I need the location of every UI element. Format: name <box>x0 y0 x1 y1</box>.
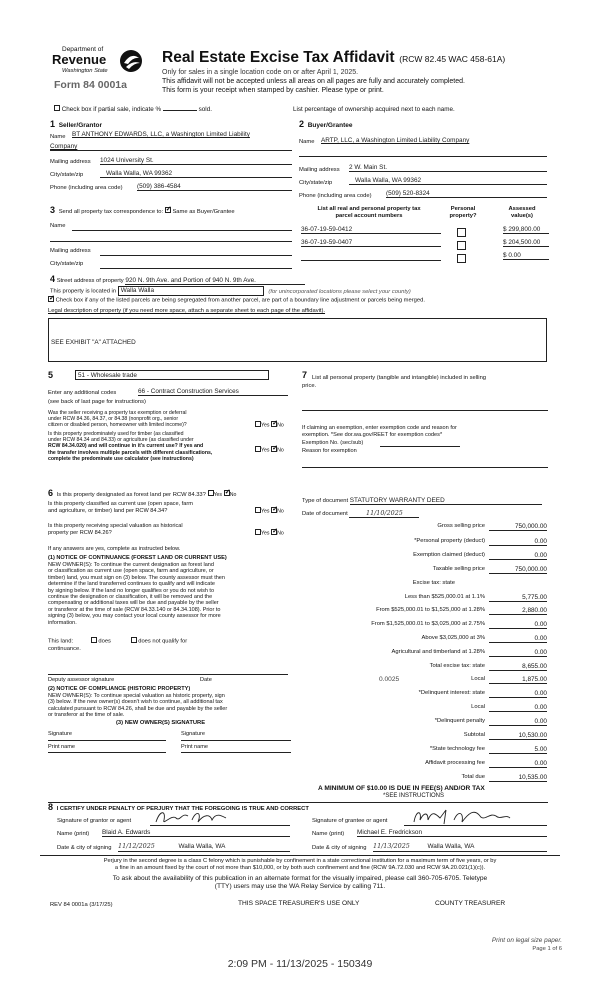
grantee-name-field[interactable]: Michael E. Fredrickson <box>357 829 547 837</box>
minimum-due-note: A MINIMUM OF $10.00 IS DUE IN FEE(S) AND/OR TAX <box>318 785 485 792</box>
grantee-signature-label: Signature of grantee or agent <box>312 818 388 824</box>
parcels-header-line1: List all real and personal property tax <box>317 206 421 212</box>
print-timestamp: 2:09 PM - 11/13/2025 - 150349 <box>227 958 373 970</box>
no-label: No <box>277 530 284 537</box>
forest-num: 6 <box>48 488 54 498</box>
correspondence-mailing-line[interactable] <box>100 255 292 256</box>
tax-label: *Personal property (deduct) <box>414 538 485 544</box>
tax-value[interactable]: 0.00 <box>489 635 547 643</box>
exemption-label <box>302 425 457 439</box>
does-not-checkbox[interactable] <box>131 637 137 643</box>
tax-value[interactable]: 2,880.00 <box>489 607 547 615</box>
forest-q3-no-checkbox[interactable] <box>271 529 277 535</box>
does-checkbox[interactable] <box>91 637 97 643</box>
owner-signature-label-2: Signature <box>181 731 205 737</box>
exemption-reason-label: Reason for exemption <box>302 448 357 454</box>
notice1-line: determine if the land transferred continues to qualify and will indicate <box>48 581 215 588</box>
grantee-signature-image <box>410 806 530 828</box>
use-section <box>48 370 298 462</box>
parcels-header <box>299 206 439 220</box>
notice2-title: (2) NOTICE OF COMPLIANCE (HISTORIC PROPERTY) <box>48 686 191 692</box>
owner-print-label-2: Print name <box>181 744 209 750</box>
seller-mailing-label: Mailing address <box>50 159 91 165</box>
continuance-label: continuance. <box>48 646 81 652</box>
street-label: Street address of property <box>56 278 124 284</box>
tax-value[interactable]: 0.00 <box>489 718 547 726</box>
page-title <box>162 49 505 67</box>
forest-q3-line: property per RCW 84.26? <box>48 529 112 536</box>
dor-dept-line3: Washington State <box>62 68 108 74</box>
grantor-sign-date: 11/12/2025 <box>118 842 155 850</box>
street-field[interactable]: 920 N. 9th Ave. and Portion of 940 N. 9th Ave. <box>125 277 305 285</box>
buyer-mailing-label: Mailing address <box>299 167 340 173</box>
notice1-line: information. <box>48 619 77 626</box>
certify-title: I CERTIFY UNDER PENALTY OF PERJURY THAT THE FOREGOING IS TRUE AND CORRECT <box>56 806 309 812</box>
seller-title: Seller/Grantor <box>58 122 103 129</box>
personal-property-checkbox[interactable] <box>457 241 466 250</box>
personal-line[interactable] <box>302 410 548 411</box>
legal-description-text: SEE EXHIBIT "A" ATTACHED <box>51 339 136 346</box>
forest-q2-line: Is this property classified as current use (open space, farm <box>48 501 193 507</box>
local-rate: 0.0025 <box>379 676 400 683</box>
segregated-row <box>48 297 425 304</box>
forest-q1: Is this property designated as forest land per RCW 84.33? <box>56 492 206 498</box>
this-land-label: This land: <box>48 638 74 645</box>
tax-value[interactable]: 0.00 <box>489 704 547 712</box>
located-row <box>50 286 411 296</box>
located-label: This property is located in <box>50 288 117 295</box>
personal-num: 7 <box>302 370 308 380</box>
additional-codes-label: Enter any additional codes <box>48 390 117 396</box>
buyer-num: 2 <box>299 119 305 129</box>
correspondence-num: 3 <box>50 205 56 215</box>
use-q2-answers <box>255 447 284 454</box>
yes-label: Yes <box>213 492 223 498</box>
seller-mailing-field[interactable]: 1024 University St. <box>100 157 292 165</box>
tax-row <box>303 732 547 742</box>
notice1-line: continue the designation or classification, it will be removed and the <box>48 594 213 601</box>
tax-value[interactable]: 10,535.00 <box>489 774 547 782</box>
tax-value[interactable]: 0.00 <box>489 538 547 546</box>
parcel-row <box>299 239 549 250</box>
tax-label: Less than $525,000.01 at 1.1% <box>404 594 485 600</box>
seller-name-line2[interactable]: Company <box>50 143 292 151</box>
certify-num: 8 <box>48 802 54 812</box>
owner-print-line-2[interactable] <box>181 752 291 753</box>
seller-num: 1 <box>50 119 56 129</box>
tax-row <box>303 538 547 548</box>
tax-row <box>303 663 547 673</box>
partial-sold-label: sold. <box>198 106 212 113</box>
tax-value[interactable]: 5,775.00 <box>489 594 547 602</box>
deputy-date-label: Date <box>200 677 212 683</box>
personal-label <box>302 375 487 390</box>
buyer-name-field[interactable]: ARTP, LLC, a Washington Limited Liability Company <box>321 137 470 144</box>
ownership-note: List percentage of ownership acquired next to each name. <box>293 106 455 113</box>
doc-date-field[interactable]: 11/10/2025 <box>349 509 419 518</box>
notice2-line: calculated pursuant to RCW 84.26, shall be due and payable by the seller <box>48 705 228 712</box>
tax-row <box>303 552 547 562</box>
seller-name-label: Name <box>50 134 66 140</box>
correspondence-label: Send all property tax correspondence to: <box>58 209 164 215</box>
tax-value[interactable]: 0.00 <box>489 649 547 657</box>
notice1-line: signing (3) below, you may contact your local county assessor for more <box>48 613 221 620</box>
partial-percent-field[interactable] <box>163 110 197 111</box>
partial-sale-label: Check box if partial sale, indicate % <box>61 106 162 113</box>
use-q2-line: Is this property predominately used for timber (as classified <box>48 431 184 437</box>
tax-row <box>303 746 547 756</box>
header-sub1: Only for sales in a single location code on or after April 1, 2025. <box>162 69 359 76</box>
assessed-header-line1: Assessed <box>508 206 536 212</box>
no-label: No <box>277 508 284 515</box>
doc-type-label: Type of document <box>302 498 349 504</box>
header-sub3-text: This form is your receipt when stamped by cashier. Please type or print. <box>162 87 384 94</box>
tax-value[interactable]: 0.00 <box>489 690 547 698</box>
tax-label: Exemption claimed (deduct) <box>413 552 485 558</box>
buyer-phone-field[interactable]: (509) 520-8324 <box>386 190 547 198</box>
tax-label: *Delinquent penalty <box>434 718 485 724</box>
notice1-line: timber) land, you must sign on (3) below. The county assessor must then <box>48 574 225 581</box>
same-as-buyer-checkbox[interactable] <box>165 207 171 213</box>
forest-q1-row <box>48 488 236 498</box>
personal-section <box>302 370 548 470</box>
use-q2-yes-checkbox[interactable] <box>255 446 261 452</box>
tax-row <box>303 690 547 700</box>
local-tax-row <box>303 676 547 686</box>
this-land-row <box>48 638 187 645</box>
correspondence-city-label: City/state/zip <box>50 261 84 267</box>
buyer-name-line2 <box>299 156 547 157</box>
seller-city-label: City/state/zip <box>50 172 84 178</box>
local-value[interactable]: 1,875.00 <box>489 676 547 684</box>
yes-label: Yes <box>261 530 270 537</box>
forest-q3-yes-checkbox[interactable] <box>255 529 261 535</box>
seller-phone-field[interactable]: (509) 386-4584 <box>137 183 292 191</box>
owner-signature-line-2[interactable] <box>181 740 291 741</box>
notice3-title: (3) NEW OWNER(S) SIGNATURE <box>116 720 206 726</box>
tax-label: Excise tax: state <box>412 580 455 586</box>
tax-row <box>303 621 547 631</box>
owner-print-line-1[interactable] <box>48 752 166 753</box>
deputy-signature-line[interactable] <box>48 674 288 675</box>
buyer-phone-label: Phone (including area code) <box>299 193 372 199</box>
forest-q1-no-checkbox[interactable] <box>224 490 230 496</box>
same-as-buyer-label: Same as Buyer/Grantee <box>172 209 235 215</box>
buyer-mailing-field[interactable]: 2 W. Main St. <box>349 164 547 172</box>
seller-section <box>50 119 292 209</box>
local-label: Local <box>471 676 485 682</box>
use-num: 5 <box>48 370 54 380</box>
grantor-name-field[interactable]: Blaid A. Edwards <box>102 829 290 837</box>
see-instructions-note: *SEE INSTRUCTIONS <box>383 793 445 799</box>
parcel-number[interactable]: 36-07-19-59-0412 <box>301 226 441 234</box>
tax-value[interactable]: 0.00 <box>489 621 547 629</box>
assessed-value[interactable]: $ 204,500.00 <box>503 239 549 247</box>
personal-label-line: List all personal property (tangible and intangible) included in selling <box>312 375 487 381</box>
use-q2-line: RCW 84.34.020) and will continue in it's current use? If yes and <box>48 443 204 450</box>
notice1-line: NEW OWNER(S): To continue the current designation as forest land <box>48 562 214 568</box>
correspondence-section <box>50 205 292 269</box>
notice1-line: compensating or additional taxes will be due and payable by the seller <box>48 600 219 607</box>
exemption-no-line[interactable] <box>380 446 460 447</box>
notice1-body <box>48 562 225 626</box>
located-select[interactable]: Walla Walla <box>118 286 264 296</box>
grantor-name-label: Name (print) <box>57 831 90 837</box>
legal-paper-note: Print on legal size paper. <box>491 937 562 944</box>
notice2-line: NEW OWNER(S): To continue special valuation as historic property, sign <box>48 693 225 699</box>
use-q1-line: Was the seller receiving a property tax exemption or deferral <box>48 410 187 416</box>
tax-label: Agricultural and timberland at 1.28% <box>391 649 485 655</box>
tax-label: Gross selling price <box>437 523 485 529</box>
assessed-value[interactable]: $ 299,800.00 <box>503 226 549 234</box>
grantee-name-label: Name (print) <box>312 831 345 837</box>
doc-type-row <box>302 497 542 505</box>
yes-label: Yes <box>261 508 270 515</box>
notice1-line: or classification as current use (open space, farm and agriculture, or <box>48 568 214 575</box>
use-q2-no-checkbox[interactable] <box>271 446 277 452</box>
exemption-reason-line[interactable] <box>302 467 548 468</box>
tax-label: Local <box>471 704 485 710</box>
tax-value[interactable]: 750,000.00 <box>489 566 547 574</box>
does-not-label: does not qualify for <box>138 638 188 645</box>
correspondence-heading <box>50 205 235 215</box>
use-q2-line: complete the predominate use calculator (see instructions) <box>48 455 194 462</box>
use-q1-no-checkbox[interactable] <box>271 421 277 427</box>
assessed-header-line2: value(s) <box>511 213 533 219</box>
tax-row <box>303 718 547 728</box>
buyer-heading <box>299 119 352 129</box>
tax-label: Above $3,025,000 at 3% <box>421 635 485 641</box>
header-sub2: This affidavit will not be accepted unless all areas on all pages are fully and accurately completed. <box>162 78 465 85</box>
partial-sale-row <box>54 106 212 113</box>
tax-value[interactable]: 0.00 <box>489 552 547 560</box>
property-street-row <box>50 274 550 285</box>
alt-format-line1: To ask about the availability of this publication in an alternate format for the visually impaired, please call 360-705-6705. Teletype <box>112 875 488 882</box>
notice1-line: or transferor at the time of sale (RCW 84.33.140 or 84.34.108). Prior to <box>48 606 221 613</box>
personal-header-line1: Personal <box>450 206 476 212</box>
partial-sale-checkbox[interactable] <box>54 105 60 111</box>
tax-label: Total excise tax: state <box>429 663 485 669</box>
assessed-header <box>495 206 549 220</box>
notice2-line: (3) below. If the new owner(s) doesn't wish to continue, all additional tax <box>48 699 223 706</box>
buyer-section <box>299 119 547 209</box>
tax-label: Subtotal <box>463 732 485 738</box>
parcel-number[interactable] <box>301 252 441 261</box>
tax-row <box>303 566 547 576</box>
parcels-header-line2: parcel account numbers <box>335 213 403 219</box>
tax-row <box>303 704 547 714</box>
footer-rule <box>40 855 560 856</box>
buyer-city-field[interactable]: Walla Walla, WA 99362 <box>349 177 547 185</box>
forest-q3-line: Is this property receiving special valuation as historical <box>48 523 183 529</box>
parcel-row <box>299 226 549 237</box>
forest-section <box>48 488 298 788</box>
forest-q2-line: and agriculture, or timber) land per RCW 84.34? <box>48 507 168 514</box>
doc-type-field[interactable]: STATUTORY WARRANTY DEED <box>350 497 542 505</box>
personal-header-line2: property? <box>449 213 477 219</box>
use-q1-yes-checkbox[interactable] <box>255 421 261 427</box>
forest-q3-answers <box>255 530 284 537</box>
tax-value[interactable]: 750,000.00 <box>489 523 547 531</box>
notice2-body <box>48 693 227 719</box>
grantor-sign-city: Walla Walla, WA <box>178 843 226 850</box>
use-q1-answers <box>255 422 284 429</box>
correspondence-city-line[interactable] <box>100 268 292 269</box>
correspondence-name-line <box>72 230 292 231</box>
tax-label: Total due <box>461 774 485 780</box>
no-label: No <box>277 422 284 429</box>
seller-heading <box>50 119 102 129</box>
yes-label: Yes <box>261 422 270 429</box>
use-q1 <box>48 410 187 429</box>
grantee-sign-city: Walla Walla, WA <box>427 843 475 850</box>
segregated-checkbox[interactable] <box>48 296 54 302</box>
use-q1-line: citizen or disabled person, homeowner with limited income)? <box>48 422 187 429</box>
owner-print-label-1: Print name <box>48 744 76 750</box>
forest-note: If any answers are yes, complete as instructed below. <box>48 546 181 552</box>
tax-row <box>303 649 547 659</box>
forest-q2-answers <box>255 508 284 515</box>
tax-label: From $1,525,000.01 to $3,025,000 at 2.75% <box>371 621 485 627</box>
dor-dept-line2: Revenue <box>52 52 107 67</box>
doc-date-label: Date of document <box>302 511 348 517</box>
assessed-value[interactable]: $ 0.00 <box>503 252 549 260</box>
personal-property-checkbox[interactable] <box>457 254 466 263</box>
page-title-text: Real Estate Excise Tax Affidavit <box>162 49 395 66</box>
forest-q3 <box>48 523 183 536</box>
tax-label: *Delinquent interest: state <box>418 690 485 696</box>
exemption-label-line: exemption. *See dor.wa.gov/REET for exemption codes* <box>302 432 443 438</box>
exemption-label-line: If claiming an exemption, enter exemption code and reason for <box>302 425 457 431</box>
grantee-datecity-field[interactable] <box>373 842 547 852</box>
use-q1-line: under RCW 84.36, 84.37, or 84.38 (nonprofit org., senior <box>48 416 179 423</box>
tax-row <box>303 774 547 784</box>
revision-label: REV 84 0001a (3/17/25) <box>50 902 113 908</box>
deputy-signature-label: Deputy assessor signature <box>48 677 115 683</box>
correspondence-name-line2 <box>50 241 292 242</box>
tax-label: Taxable selling price <box>432 566 485 572</box>
tax-row <box>303 523 547 533</box>
seller-phone-label: Phone (including area code) <box>50 185 123 191</box>
does-label: does <box>98 638 111 645</box>
use-q2-line: under RCW 84.34 and 84.33) or agriculture (as classified under <box>48 437 194 444</box>
notice1-title: (1) NOTICE OF CONTINUANCE (FOREST LAND OR CURRENT USE) <box>48 555 227 561</box>
additional-codes-note: (see back of last page for instructions) <box>48 399 146 405</box>
form-number-label: Form 84 0001a <box>54 79 127 91</box>
forest-q1-yes-checkbox[interactable] <box>208 490 214 496</box>
yes-label: Yes <box>261 447 270 454</box>
seller-city-field[interactable]: Walla Walla, WA 99362 <box>100 170 292 178</box>
perjury-line1: Perjury in the second degree is a class C felony which is punishable by confinement in a state correctional institution for a maximum term of five years, or by <box>103 858 497 864</box>
use-q2-line: the transfer involves multiple parcels with different classifications, <box>48 449 213 456</box>
personal-label-line: price. <box>302 382 317 389</box>
use-q2 <box>48 431 212 462</box>
additional-codes-field[interactable]: 66 - Contract Construction Services <box>138 388 288 396</box>
grantor-signature-label: Signature of grantor or agent <box>57 818 132 824</box>
grantee-datecity-label: Date & city of signing <box>312 845 367 851</box>
buyer-title: Buyer/Grantee <box>307 122 353 129</box>
forest-q2-no-checkbox[interactable] <box>271 507 277 513</box>
page-title-ref: (RCW 82.45 WAC 458-61A) <box>399 54 506 64</box>
treasurer-use-label: THIS SPACE TREASURER'S USE ONLY <box>238 900 360 907</box>
grantor-signature-image <box>152 808 252 828</box>
use-code-select[interactable]: 51 - Wholesale trade <box>75 370 269 380</box>
tax-value[interactable]: 10,530.00 <box>489 732 547 740</box>
parcel-number[interactable]: 36-07-19-59-0407 <box>301 239 441 247</box>
dor-dept-line1: Department of <box>62 46 104 53</box>
page-number: Page 1 of 6 <box>532 946 562 952</box>
no-label: No <box>229 492 237 498</box>
grantor-datecity-field[interactable] <box>118 842 290 852</box>
owner-signature-label-1: Signature <box>48 731 72 737</box>
legal-description-box[interactable] <box>48 318 547 362</box>
seller-name-line1[interactable]: BT ANTHONY EDWARDS, LLC, a Washington Limited Liability <box>72 131 250 138</box>
dor-emblem-icon <box>118 48 144 74</box>
tax-value[interactable]: 8,655.00 <box>489 663 547 671</box>
buyer-name-label: Name <box>299 139 315 145</box>
forest-q2-yes-checkbox[interactable] <box>255 507 261 513</box>
tax-row <box>303 635 547 645</box>
tax-label: From $525,000.01 to $1,525,000 at 1.28% <box>376 607 485 613</box>
parcels-table <box>299 206 549 268</box>
tax-row <box>303 607 547 617</box>
grantor-datecity-label: Date & city of signing <box>57 845 112 851</box>
personal-property-checkbox[interactable] <box>457 228 466 237</box>
tax-label: Affidavit processing fee <box>425 760 485 766</box>
exemption-no-label: Exemption No. (sec/sub) <box>302 440 364 446</box>
owner-signature-line-1[interactable] <box>48 740 166 741</box>
notice1-line: by signing below. If the land no longer qualifies or you do not wish to <box>48 587 215 594</box>
tax-label: *State technology fee <box>429 746 485 752</box>
correspondence-mailing-label: Mailing address <box>50 248 91 254</box>
parcel-row <box>299 252 549 263</box>
tax-row <box>303 580 547 590</box>
personal-header <box>445 206 481 220</box>
legal-description-label: Legal description of property (if you need more space, attach a separate sheet to each page of the affidavit). <box>48 308 326 314</box>
located-note: (for unincorporated locations please select your county) <box>268 288 411 295</box>
forest-q2 <box>48 501 193 514</box>
segregated-label: Check box if any of the listed parcels are being segregated from another parcel, are part of a boundary line adjustment or parcels being merged. <box>55 297 425 304</box>
tax-row <box>303 594 547 604</box>
alt-format-line2: (TTY) users may use the WA Relay Service by calling 711. <box>214 883 386 890</box>
county-treasurer-label: COUNTY TREASURER <box>435 900 506 907</box>
header-sub3 <box>162 87 384 94</box>
property-num: 4 <box>50 274 56 284</box>
tax-row <box>303 760 547 770</box>
buyer-city-label: City/state/zip <box>299 180 333 186</box>
perjury-line2: a fine in an amount fixed by the court of not more than $10,000, or by both such confinement and fine (RCW 9A.72.030 and RCW 9A.20.021(1)(c)). <box>114 865 486 871</box>
tax-value[interactable]: 0.00 <box>489 760 547 768</box>
doc-date-row <box>302 509 419 518</box>
grantee-sign-date: 11/13/2025 <box>373 842 410 850</box>
no-label: No <box>277 447 284 454</box>
notice2-line: or transferor at the time of sale. <box>48 712 125 719</box>
correspondence-name-label: Name <box>50 223 66 229</box>
dor-logo <box>52 46 162 92</box>
tax-value[interactable]: 5.00 <box>489 746 547 754</box>
